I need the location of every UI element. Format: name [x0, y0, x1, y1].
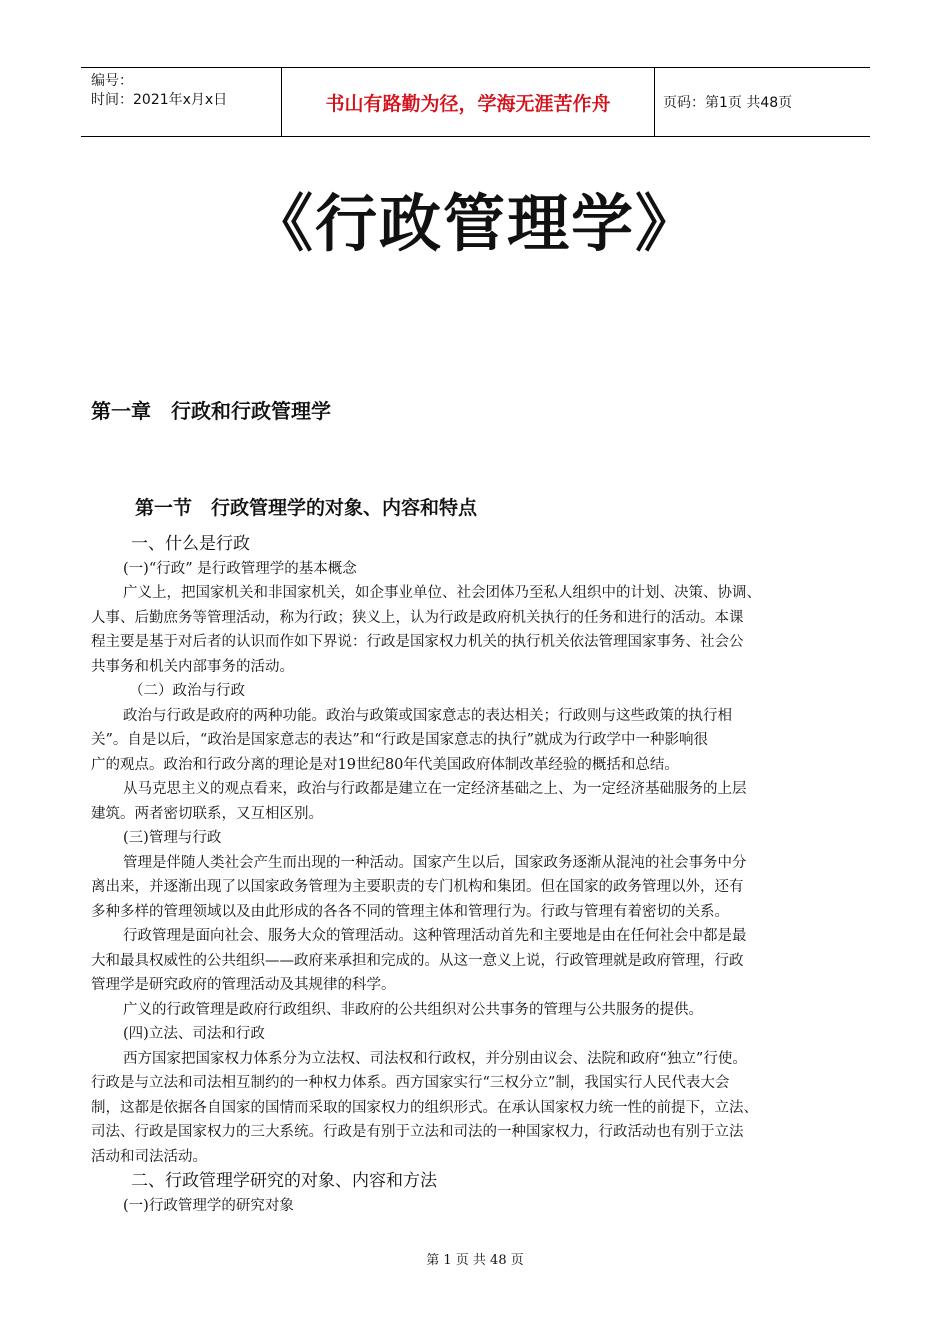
paragraph-line: 广义的行政管理是政府行政组织、非政府的公共组织对公共事务的管理与公共服务的提供。 [123, 1001, 703, 1018]
paragraph-line: 西方国家把国家权力体系分为立法权、司法权和行政权，并分别由议会、法院和政府“独立”行使。 [123, 1050, 747, 1067]
paragraph-line: 程主要是基于对后者的认识而作如下界说：行政是国家权力机关的执行机关依法管理国家事务、社会公 [91, 634, 744, 650]
chapter-heading: 第一章 行政和行政管理学 [91, 399, 331, 423]
paragraph-line: 多种多样的管理领域以及由此形成的各各不同的管理主体和管理行为。行政与管理有着密切的关系。 [91, 903, 729, 920]
time-label: 时间：2021年x月x日 [91, 92, 228, 108]
document-title: 《行政管理学》 [250, 187, 699, 260]
paragraph-line: 人事、后勤庶务等管理活动，称为行政；狭义上，认为行政是政府机关执行的任务和进行的活动。本课 [91, 609, 744, 626]
paragraph-line: 行政是与立法和司法相互制约的一种权力体系。西方国家实行“三权分立”制，我国实行人民代表大会 [91, 1075, 730, 1091]
subheading: 一、什么是行政 [131, 534, 250, 554]
paragraph-line: 广的观点。政治和行政分离的理论是对19世纪80年代美国政府体制改革经验的概括和总结。 [91, 756, 679, 773]
section-heading: 第一节 行政管理学的对象、内容和特点 [135, 497, 478, 519]
paragraph-heading: (四)立法、司法和行政 [123, 1026, 265, 1042]
paragraph-line: 建筑。两者密切联系，又互相区别。 [91, 805, 323, 822]
body-text [91, 532, 851, 1218]
subheading: 二、行政管理学研究的对象、内容和方法 [131, 1171, 437, 1191]
header-motto-cell [282, 68, 655, 136]
page-info: 页码：第1页 共48页 [663, 95, 793, 111]
document-header [81, 67, 870, 137]
paragraph-heading: (三)管理与行政 [123, 830, 222, 846]
paragraph-line: 活动和司法活动。 [91, 1148, 207, 1165]
paragraph-line: 行政管理是面向社会、服务大众的管理活动。这种管理活动首先和主要地是由在任何社会中都是最 [123, 928, 747, 944]
page-footer: 第 1 页 共 48 页 [426, 1253, 524, 1268]
paragraph-heading: （二）政治与行政 [129, 683, 245, 699]
paragraph-line: 政治与行政是政府的两种功能。政治与政策或国家意志的表达相关；行政则与这些政策的执行相 [123, 707, 732, 724]
paragraph-heading: (一)“行政” 是行政管理学的基本概念 [123, 560, 357, 577]
paragraph-line: 制，这都是依据各自国家的国情而采取的国家权力的组织形式。在承认国家权力统一性的前提下，立法、 [91, 1099, 758, 1116]
paragraph-line: 关”。自是以后，“政治是国家意志的表达”和“行政是国家意志的执行”就成为行政学中一种影响很 [91, 732, 709, 748]
paragraph-line: 从马克思主义的观点看来，政治与行政都是建立在一定经济基础之上、为一定经济基础服务的上层 [123, 781, 747, 797]
header-meta-cell [81, 68, 282, 136]
paragraph-line: 管理学是研究政府的管理活动及其规律的科学。 [91, 977, 396, 993]
paragraph-line: 管理是伴随人类社会产生而出现的一种活动。国家产生以后，国家政务逐渐从混沌的社会事务中分 [123, 854, 747, 871]
paragraph-line: 广义上，把国家机关和非国家机关，如企事业单位、社会团体乃至私人组织中的计划、决策、协调、 [123, 585, 761, 601]
paragraph-line: 大和最具权威性的公共组织——政府来承担和完成的。从这一意义上说，行政管理就是政府管理，行政 [91, 952, 744, 969]
header-page-cell [655, 68, 870, 136]
paragraph-line: 离出来，并逐渐出现了以国家政务管理为主要职责的专门机构和集团。但在国家的政务管理以外，还有 [91, 879, 744, 895]
number-label: 编号： [91, 73, 133, 89]
motto: 书山有路勤为径，学海无涯苦作舟 [325, 92, 611, 115]
paragraph-line: 司法、行政是国家权力的三大系统。行政是有别于立法和司法的一种国家权力，行政活动也有别于立法 [91, 1124, 744, 1140]
paragraph-heading: (一)行政管理学的研究对象 [123, 1197, 294, 1214]
paragraph-line: 共事务和机关内部事务的活动。 [91, 658, 294, 675]
